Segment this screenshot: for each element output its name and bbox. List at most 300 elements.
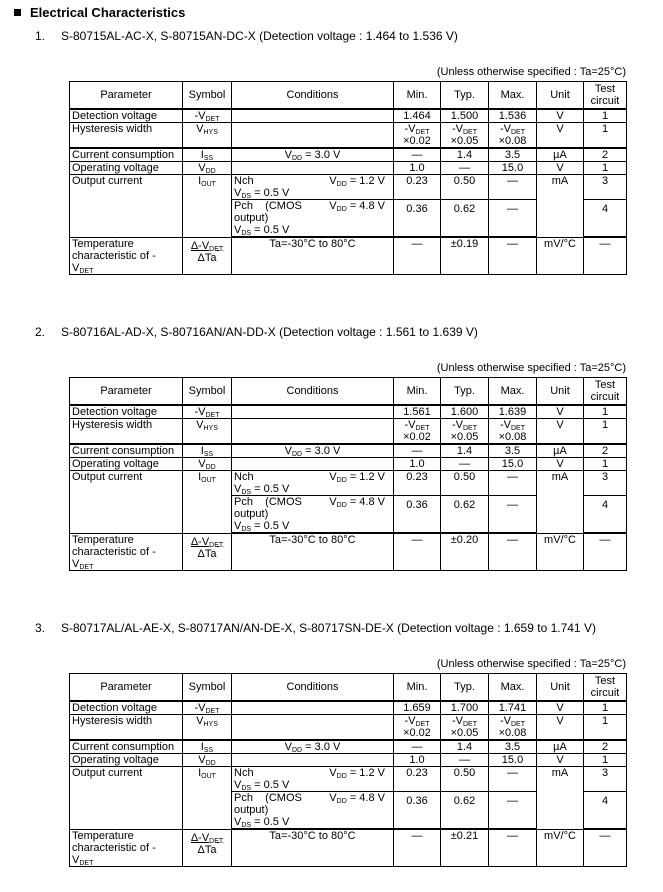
- hys-test-circuit: 1: [584, 715, 627, 741]
- col-symbol: Symbol: [183, 82, 232, 110]
- row-output-current-nch: [70, 767, 627, 792]
- hys-unit: V: [537, 715, 584, 741]
- symbol-sub: DET: [209, 245, 224, 253]
- section-number: 1.: [35, 29, 46, 43]
- col-parameter: Parameter: [70, 674, 183, 702]
- param-detection-voltage: Detection voltage: [70, 405, 183, 419]
- temp-max: —: [489, 237, 537, 274]
- cond-sub: DS: [241, 489, 252, 496]
- param-operating-voltage: Operating voltage: [70, 162, 183, 175]
- value-sub: DET: [415, 425, 430, 432]
- symbol-hysteresis: [183, 123, 232, 149]
- op-min: 1.0: [394, 162, 441, 175]
- hys-min: [394, 123, 441, 149]
- op-test-circuit: 1: [584, 754, 627, 767]
- row-current-consumption: [70, 148, 627, 162]
- cond-text: Pch (CMOS: [234, 200, 302, 212]
- value-text: -V: [452, 419, 463, 431]
- cond-sub: DD: [291, 747, 303, 754]
- cc-min: —: [394, 148, 441, 162]
- cond-temperature: Ta=-30°C to 80°C: [232, 237, 394, 274]
- pch-test-circuit: 4: [584, 496, 627, 534]
- value-text: -V: [500, 123, 511, 135]
- symbol-temperature: [183, 237, 232, 274]
- symbol-sub: DET: [209, 541, 224, 549]
- temp-max: —: [489, 829, 537, 866]
- symbol-sub: OUT: [201, 181, 216, 188]
- value-sub: DET: [415, 129, 430, 136]
- param-text: Temperature: [72, 829, 134, 842]
- cond-text: = 0.5 V: [251, 816, 290, 828]
- conditions-note: (Unless otherwise specified : Ta=25°C): [436, 362, 626, 374]
- temp-min: —: [394, 533, 441, 570]
- out-unit: mA: [537, 175, 584, 238]
- cond-pch-vds: [234, 520, 391, 532]
- op-min: 1.0: [394, 458, 441, 471]
- symbol-text: I: [198, 471, 202, 483]
- cond-text: V: [284, 445, 292, 457]
- cond-sub: DD: [336, 502, 347, 509]
- symbol-sub: SS: [203, 747, 214, 754]
- section-title-text: S-80716AL-AD-X, S-80716AN/AN-DD-X (Detection voltage : 1.561 to 1.639 V): [61, 325, 478, 339]
- cond-pch-vds: [234, 224, 391, 236]
- pch-min: 0.36: [394, 200, 441, 238]
- symbol-sub: DD: [205, 464, 216, 471]
- cond-nch-line: [234, 471, 391, 483]
- value-sub: DET: [463, 129, 477, 136]
- section-number: 2.: [35, 325, 46, 339]
- section-title: [35, 325, 478, 339]
- symbol-output-current: [183, 175, 232, 238]
- cond-nch: [232, 471, 394, 496]
- cond-current-consumption: [232, 444, 394, 458]
- table-header-row: [70, 82, 627, 110]
- header-text: Electrical Characteristics: [30, 5, 186, 20]
- param-sub: DET: [79, 563, 94, 571]
- cc-test-circuit: 2: [584, 148, 627, 162]
- cond-text: = 1.2 V: [346, 175, 385, 187]
- col-max: Max.: [489, 82, 537, 110]
- col-symbol: Symbol: [183, 674, 232, 702]
- col-max: Max.: [489, 674, 537, 702]
- electrical-characteristics-table: [69, 81, 627, 275]
- cond-text: V: [329, 175, 337, 187]
- op-test-circuit: 1: [584, 162, 627, 175]
- value-text: -V: [404, 123, 416, 135]
- cond-text: V: [234, 779, 242, 791]
- cond-detection-voltage: [232, 405, 394, 419]
- cond-pch-line: [234, 792, 391, 804]
- cond-vdd: [329, 175, 385, 187]
- col-test-circuit-line2: circuit: [590, 391, 620, 403]
- hys-unit: V: [537, 419, 584, 445]
- symbol-current-consumption: [183, 740, 232, 754]
- value-text: ×0.02: [403, 431, 431, 443]
- symbol-sub: DET: [205, 412, 220, 419]
- conditions-note: (Unless otherwise specified : Ta=25°C): [436, 658, 626, 670]
- det-test-circuit: 1: [584, 405, 627, 419]
- cond-text: = 4.8 V: [346, 792, 385, 804]
- cc-test-circuit: 2: [584, 444, 627, 458]
- nch-typ: 0.50: [441, 175, 489, 200]
- pch-max: —: [489, 200, 537, 238]
- det-max: 1.741: [489, 701, 537, 715]
- cond-vdd: [329, 200, 385, 212]
- param-text: Temperature: [72, 533, 134, 546]
- cond-sub: DS: [241, 822, 252, 829]
- symbol-sub: DET: [205, 116, 220, 123]
- cond-text: V: [234, 187, 242, 199]
- electrical-characteristics-table: [69, 377, 627, 571]
- temp-test-circuit: —: [584, 237, 627, 274]
- param-text: Temperature: [72, 237, 134, 250]
- temp-typ: ±0.19: [441, 237, 489, 274]
- value-text: ×0.08: [498, 727, 527, 739]
- col-typ: Typ.: [441, 674, 489, 702]
- det-max: 1.536: [489, 109, 537, 123]
- value-sub: DET: [463, 721, 477, 728]
- cond-text: V: [234, 224, 242, 236]
- value-text: -V: [500, 419, 511, 431]
- col-typ: Typ.: [441, 378, 489, 406]
- param-operating-voltage: Operating voltage: [70, 754, 183, 767]
- nch-typ: 0.50: [441, 767, 489, 792]
- row-detection-voltage: [70, 405, 627, 419]
- symbol-current-consumption: [183, 444, 232, 458]
- table-header-row: [70, 378, 627, 406]
- cc-unit: µA: [537, 444, 584, 458]
- cc-max: 3.5: [489, 740, 537, 754]
- col-unit: Unit: [537, 378, 584, 406]
- cond-sub: DD: [336, 206, 347, 213]
- table-header-row: [70, 674, 627, 702]
- op-test-circuit: 1: [584, 458, 627, 471]
- op-unit: V: [537, 754, 584, 767]
- symbol-hysteresis: [183, 419, 232, 445]
- cond-nch: [232, 767, 394, 792]
- row-hysteresis-width: [70, 123, 627, 149]
- param-output-current: Output current: [70, 471, 183, 534]
- nch-min: 0.23: [394, 767, 441, 792]
- cond-text: = 3.0 V: [302, 741, 341, 753]
- temp-test-circuit: —: [584, 829, 627, 866]
- nch-max: —: [489, 175, 537, 200]
- nch-min: 0.23: [394, 471, 441, 496]
- symbol-sub: OUT: [201, 773, 216, 780]
- cc-max: 3.5: [489, 444, 537, 458]
- row-temperature-characteristic: [70, 533, 627, 570]
- cond-text: Nch: [234, 471, 254, 483]
- det-min: 1.561: [394, 405, 441, 419]
- symbol-detection-voltage: [183, 405, 232, 419]
- cond-text: Pch (CMOS: [234, 496, 302, 508]
- cond-text: = 0.5 V: [251, 483, 290, 495]
- col-test-circuit-line1: Test: [594, 379, 616, 391]
- hys-max: [489, 715, 537, 741]
- col-min: Min.: [394, 378, 441, 406]
- col-test-circuit-line1: Test: [594, 675, 616, 687]
- cond-text: V: [329, 792, 337, 804]
- symbol-sub: OUT: [201, 477, 216, 484]
- cond-text: = 3.0 V: [302, 149, 341, 161]
- row-temperature-characteristic: [70, 829, 627, 866]
- value-text: ×0.05: [450, 135, 479, 147]
- value-text: -V: [452, 123, 463, 135]
- symbol-temperature: [183, 533, 232, 570]
- section-title: [35, 29, 458, 43]
- hys-min: [394, 715, 441, 741]
- cond-hysteresis: [232, 123, 394, 149]
- cond-temperature: Ta=-30°C to 80°C: [232, 829, 394, 866]
- col-test-circuit: [584, 674, 627, 702]
- pch-typ: 0.62: [441, 496, 489, 534]
- temp-unit: mV/°C: [537, 829, 584, 866]
- symbol-sub: DET: [205, 708, 220, 715]
- symbol-text: -V: [194, 110, 206, 122]
- cond-sub: DS: [241, 193, 252, 200]
- op-max: 15.0: [489, 754, 537, 767]
- cond-text: V: [284, 741, 292, 753]
- det-unit: V: [537, 405, 584, 419]
- section-title-text: S-80715AL-AC-X, S-80715AN-DC-X (Detection voltage : 1.464 to 1.536 V): [61, 29, 458, 43]
- param-hysteresis-width: Hysteresis width: [70, 419, 183, 445]
- cond-current-consumption: [232, 740, 394, 754]
- param-sub: DET: [79, 859, 94, 867]
- op-max: 15.0: [489, 458, 537, 471]
- symbol-sub: DD: [205, 168, 216, 175]
- cond-vdd: [329, 792, 385, 804]
- param-detection-voltage: Detection voltage: [70, 701, 183, 715]
- col-conditions: Conditions: [232, 674, 394, 702]
- param-output-current: Output current: [70, 175, 183, 238]
- symbol-text: Δ-V: [190, 239, 210, 252]
- det-test-circuit: 1: [584, 701, 627, 715]
- cc-typ: 1.4: [441, 740, 489, 754]
- cond-text: = 0.5 V: [251, 520, 290, 532]
- row-current-consumption: [70, 740, 627, 754]
- symbol-text: I: [200, 445, 204, 457]
- out-unit: mA: [537, 471, 584, 534]
- row-operating-voltage: [70, 458, 627, 471]
- cond-pch-output: output): [234, 212, 269, 224]
- cond-text: Nch: [234, 175, 254, 187]
- param-text: characteristic of -: [72, 841, 156, 854]
- cc-unit: µA: [537, 740, 584, 754]
- cond-operating-voltage: [232, 754, 394, 767]
- value-text: -V: [404, 419, 416, 431]
- symbol-text: I: [200, 741, 204, 753]
- cond-text: Pch (CMOS: [234, 792, 302, 804]
- det-max: 1.639: [489, 405, 537, 419]
- section-number: 3.: [35, 621, 46, 635]
- symbol-text: V: [196, 419, 204, 431]
- cc-test-circuit: 2: [584, 740, 627, 754]
- symbol-detection-voltage: [183, 701, 232, 715]
- symbol-operating-voltage: [183, 162, 232, 175]
- col-typ: Typ.: [441, 82, 489, 110]
- cond-pch-output: output): [234, 508, 269, 520]
- symbol-text: V: [198, 458, 206, 470]
- cond-text: = 0.5 V: [251, 187, 290, 199]
- cond-sub: DD: [336, 773, 347, 780]
- cond-hysteresis: [232, 419, 394, 445]
- cond-text: = 0.5 V: [251, 779, 290, 791]
- param-detection-voltage: Detection voltage: [70, 109, 183, 123]
- cond-sub: DS: [241, 230, 252, 237]
- symbol-denominator: ΔTa: [197, 251, 217, 264]
- value-sub: DET: [511, 425, 525, 432]
- hys-min: [394, 419, 441, 445]
- cond-sub: DD: [336, 477, 347, 484]
- cc-typ: 1.4: [441, 148, 489, 162]
- value-sub: DET: [463, 425, 477, 432]
- nch-min: 0.23: [394, 175, 441, 200]
- param-hysteresis-width: Hysteresis width: [70, 123, 183, 149]
- section-title: [35, 621, 596, 635]
- col-unit: Unit: [537, 82, 584, 110]
- param-current-consumption: Current consumption: [70, 148, 183, 162]
- temp-test-circuit: —: [584, 533, 627, 570]
- cc-typ: 1.4: [441, 444, 489, 458]
- hys-test-circuit: 1: [584, 419, 627, 445]
- op-typ: —: [441, 754, 489, 767]
- col-test-circuit-line2: circuit: [590, 95, 620, 107]
- symbol-text: I: [198, 767, 202, 779]
- cond-pch-line: [234, 200, 391, 212]
- col-parameter: Parameter: [70, 82, 183, 110]
- symbol-text: Δ-V: [190, 535, 210, 548]
- cond-operating-voltage: [232, 458, 394, 471]
- row-output-current-nch: [70, 175, 627, 200]
- param-text: V: [72, 261, 80, 274]
- temp-max: —: [489, 533, 537, 570]
- pch-test-circuit: 4: [584, 200, 627, 238]
- col-test-circuit: [584, 82, 627, 110]
- value-text: ×0.05: [450, 727, 479, 739]
- op-unit: V: [537, 458, 584, 471]
- param-current-consumption: Current consumption: [70, 444, 183, 458]
- det-min: 1.464: [394, 109, 441, 123]
- cond-text: = 4.8 V: [346, 200, 385, 212]
- cond-pch: [232, 200, 394, 238]
- cc-min: —: [394, 740, 441, 754]
- col-test-circuit-line1: Test: [594, 83, 616, 95]
- cond-text: V: [284, 149, 292, 161]
- cond-current-consumption: [232, 148, 394, 162]
- row-hysteresis-width: [70, 715, 627, 741]
- op-typ: —: [441, 162, 489, 175]
- det-typ: 1.700: [441, 701, 489, 715]
- param-text: characteristic of -: [72, 249, 156, 262]
- cond-sub: DD: [336, 798, 347, 805]
- cond-text: Nch: [234, 767, 254, 779]
- value-text: ×0.08: [498, 431, 527, 443]
- value-text: ×0.02: [403, 727, 431, 739]
- col-conditions: Conditions: [232, 82, 394, 110]
- symbol-hysteresis: [183, 715, 232, 741]
- cond-operating-voltage: [232, 162, 394, 175]
- nch-test-circuit: 3: [584, 471, 627, 496]
- cc-unit: µA: [537, 148, 584, 162]
- cond-pch-vds: [234, 816, 391, 828]
- value-text: -V: [500, 715, 511, 727]
- nch-max: —: [489, 767, 537, 792]
- col-test-circuit-line2: circuit: [590, 687, 620, 699]
- cond-vdd: [329, 767, 385, 779]
- symbol-sub: HYS: [203, 129, 218, 136]
- det-min: 1.659: [394, 701, 441, 715]
- row-detection-voltage: [70, 109, 627, 123]
- temp-min: —: [394, 237, 441, 274]
- symbol-sub: DET: [209, 837, 224, 845]
- row-operating-voltage: [70, 162, 627, 175]
- pch-min: 0.36: [394, 496, 441, 534]
- symbol-sub: HYS: [203, 425, 218, 432]
- param-current-consumption: Current consumption: [70, 740, 183, 754]
- cond-nch-vds: [234, 779, 391, 791]
- cond-text: = 4.8 V: [346, 496, 385, 508]
- value-sub: DET: [511, 721, 525, 728]
- cond-sub: DD: [291, 451, 303, 458]
- param-text: characteristic of -: [72, 545, 156, 558]
- cond-detection-voltage: [232, 109, 394, 123]
- symbol-operating-voltage: [183, 458, 232, 471]
- value-sub: DET: [415, 721, 430, 728]
- col-min: Min.: [394, 674, 441, 702]
- symbol-sub: SS: [203, 155, 214, 162]
- cond-hysteresis: [232, 715, 394, 741]
- param-output-current: Output current: [70, 767, 183, 830]
- cond-text: = 1.2 V: [346, 767, 385, 779]
- cond-sub: DS: [241, 526, 252, 533]
- hys-typ: [441, 715, 489, 741]
- cond-text: V: [234, 520, 242, 532]
- op-max: 15.0: [489, 162, 537, 175]
- pch-max: —: [489, 496, 537, 534]
- cond-text: V: [329, 767, 337, 779]
- symbol-output-current: [183, 471, 232, 534]
- symbol-text: V: [196, 715, 204, 727]
- row-current-consumption: [70, 444, 627, 458]
- pch-test-circuit: 4: [584, 792, 627, 830]
- hys-unit: V: [537, 123, 584, 149]
- pch-min: 0.36: [394, 792, 441, 830]
- symbol-detection-voltage: [183, 109, 232, 123]
- cond-pch: [232, 792, 394, 830]
- temp-unit: mV/°C: [537, 533, 584, 570]
- col-unit: Unit: [537, 674, 584, 702]
- symbol-numerator: [191, 240, 223, 252]
- col-max: Max.: [489, 378, 537, 406]
- symbol-output-current: [183, 767, 232, 830]
- cond-text: V: [234, 483, 242, 495]
- cond-text: V: [329, 496, 337, 508]
- value-text: -V: [404, 715, 416, 727]
- temp-typ: ±0.20: [441, 533, 489, 570]
- param-text: V: [72, 557, 80, 570]
- param-sub: DET: [79, 267, 94, 275]
- param-text: V: [72, 853, 80, 866]
- cond-sub: DS: [241, 785, 252, 792]
- temp-min: —: [394, 829, 441, 866]
- symbol-numerator: [191, 536, 223, 548]
- symbol-text: I: [200, 149, 204, 161]
- symbol-sub: DD: [205, 760, 216, 767]
- cond-text: V: [329, 200, 337, 212]
- cond-pch-output: output): [234, 804, 269, 816]
- row-hysteresis-width: [70, 419, 627, 445]
- hys-max: [489, 123, 537, 149]
